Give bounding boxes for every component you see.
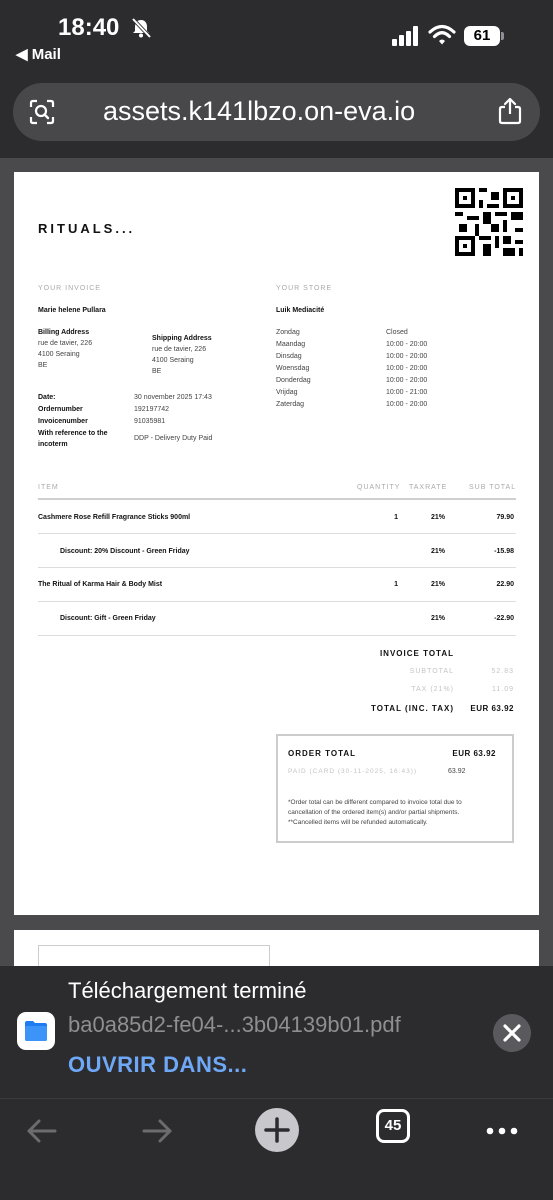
billing-line: rue de tavier, 226 — [38, 340, 93, 347]
order-note-line: **Cancelled items will be refunded automatically. — [288, 819, 428, 826]
order-total-label: ORDER TOTAL — [288, 749, 357, 758]
shipping-address-label: Shipping Address — [152, 335, 212, 342]
order-note-line: cancellation of the ordered item(s) and/or partial shipments. — [288, 809, 460, 816]
bell-slash-icon — [130, 17, 152, 39]
item-name: The Ritual of Karma Hair & Body Mist — [38, 581, 163, 588]
item-name: Cashmere Rose Refill Fragrance Sticks 900ml — [38, 514, 191, 521]
lens-icon[interactable] — [29, 99, 55, 125]
row-divider — [38, 601, 516, 602]
store-hours: Closed — [386, 329, 408, 336]
battery-indicator — [464, 26, 504, 46]
store-day: Zaterdag — [276, 401, 305, 408]
subtotal-value: 52.83 — [491, 668, 514, 675]
meta-label: Date: — [38, 394, 56, 401]
close-icon — [493, 1014, 531, 1052]
qr-code — [455, 188, 523, 256]
customer-name: Marie helene Pullara — [38, 307, 106, 314]
close-banner-button[interactable] — [493, 1014, 531, 1052]
meta-label: Ordernumber — [38, 406, 83, 413]
shipping-line: 4100 Seraing — [152, 357, 194, 364]
store-hours: 10:00 - 21:00 — [386, 389, 428, 396]
item-subtotal: -22.90 — [494, 615, 514, 622]
tax-value: 11.09 — [492, 686, 514, 693]
pdf-viewer[interactable] — [0, 158, 553, 966]
row-divider — [38, 635, 516, 636]
item-tax: 21% — [430, 514, 445, 521]
store-hours: 10:00 - 20:00 — [386, 353, 428, 360]
item-qty: 1 — [394, 581, 398, 588]
column-header-item: ITEM — [38, 484, 59, 491]
back-to-mail-link[interactable]: ◀ Mail — [16, 46, 61, 63]
store-day: Zondag — [276, 329, 300, 336]
store-name: Luik Mediacité — [276, 307, 325, 314]
meta-value: 192197742 — [134, 406, 170, 413]
brand-logo: RITUALS... — [38, 221, 136, 236]
item-name: Discount: 20% Discount - Green Friday — [60, 548, 190, 555]
more-icon[interactable] — [482, 1111, 522, 1151]
store-hours: 10:00 - 20:00 — [386, 377, 428, 384]
item-subtotal: -15.98 — [494, 548, 514, 555]
battery-tip — [501, 32, 504, 40]
paid-value: 63.92 — [448, 768, 466, 775]
your-invoice-heading: YOUR INVOICE — [38, 285, 101, 292]
browser-toolbar — [0, 1098, 553, 1200]
order-note-line: *Order total can be different compared to invoice total due to — [288, 799, 462, 806]
your-store-heading: YOUR STORE — [276, 285, 333, 292]
meta-label: Invoicenumber — [38, 418, 88, 425]
open-in-button[interactable]: OUVRIR DANS... — [68, 1052, 248, 1077]
column-header-subtotal: SUB TOTAL — [469, 484, 517, 491]
billing-line: BE — [38, 362, 48, 369]
table-header-divider — [38, 498, 516, 500]
item-tax: 21% — [430, 581, 445, 588]
store-hours: 10:00 - 20:00 — [386, 365, 428, 372]
column-header-quantity: QUANTITY — [357, 484, 401, 491]
meta-label: With reference to the incoterm — [38, 430, 108, 448]
meta-value: 91035981 — [134, 418, 166, 425]
shipping-line: rue de tavier, 226 — [152, 346, 207, 353]
item-subtotal: 79.90 — [496, 514, 514, 521]
status-bar — [0, 0, 553, 80]
store-day: Dinsdag — [276, 353, 302, 360]
address-bar-area — [0, 80, 553, 158]
back-arrow-icon[interactable] — [21, 1111, 61, 1151]
share-icon[interactable] — [497, 97, 523, 125]
files-icon — [17, 1012, 55, 1050]
forward-arrow-icon[interactable] — [138, 1111, 178, 1151]
address-bar[interactable] — [13, 83, 540, 141]
item-qty: 1 — [394, 514, 398, 521]
row-divider — [38, 533, 516, 534]
item-name: Discount: Gift - Green Friday — [60, 615, 156, 622]
next-page-box — [38, 945, 270, 966]
download-complete-banner — [0, 966, 553, 1098]
store-day: Maandag — [276, 341, 306, 348]
meta-value: DDP - Delivery Duty Paid — [134, 435, 213, 442]
tax-label: TAX (21%) — [411, 686, 454, 693]
row-divider — [38, 567, 516, 568]
order-total-value: EUR 63.92 — [452, 749, 496, 758]
url-text[interactable]: assets.k141lbzo.on-eva.io — [103, 96, 416, 126]
download-title: Téléchargement terminé — [68, 978, 307, 1003]
new-tab-icon[interactable] — [254, 1107, 300, 1153]
invoice-page — [14, 172, 539, 915]
download-filename: ba0a85d2-fe04-...3b04139b01.pdf — [68, 1012, 401, 1037]
billing-line: 4100 Seraing — [38, 351, 80, 358]
store-hours: 10:00 - 20:00 — [386, 341, 428, 348]
clock: 18:40 — [58, 14, 120, 41]
paid-label: PAID (CARD (30-11-2025, 16:43)) — [288, 768, 418, 775]
signal-icon — [392, 26, 420, 46]
store-day: Donderdag — [276, 377, 311, 384]
store-day: Vrijdag — [276, 389, 298, 396]
tabs-icon[interactable]: 45 — [376, 1109, 410, 1143]
total-label: TOTAL (INC. TAX) — [371, 704, 454, 713]
billing-address-label: Billing Address — [38, 329, 90, 336]
invoice-total-heading: INVOICE TOTAL — [379, 649, 454, 658]
store-day: Woensdag — [276, 365, 310, 372]
next-page-preview — [14, 930, 539, 966]
shipping-line: BE — [152, 368, 162, 375]
subtotal-label: SUBTOTAL — [409, 668, 454, 675]
item-subtotal: 22.90 — [496, 581, 514, 588]
battery-level: 61 — [464, 26, 500, 46]
order-total-box — [276, 734, 514, 843]
store-hours: 10:00 - 20:00 — [386, 401, 428, 408]
files-app-icon[interactable] — [17, 1012, 55, 1050]
total-value: EUR 63.92 — [470, 704, 514, 713]
meta-value: 30 november 2025 17:43 — [134, 394, 212, 401]
item-tax: 21% — [430, 615, 445, 622]
column-header-taxrate: TAXRATE — [409, 484, 448, 491]
wifi-icon — [428, 24, 456, 46]
item-tax: 21% — [430, 548, 445, 555]
